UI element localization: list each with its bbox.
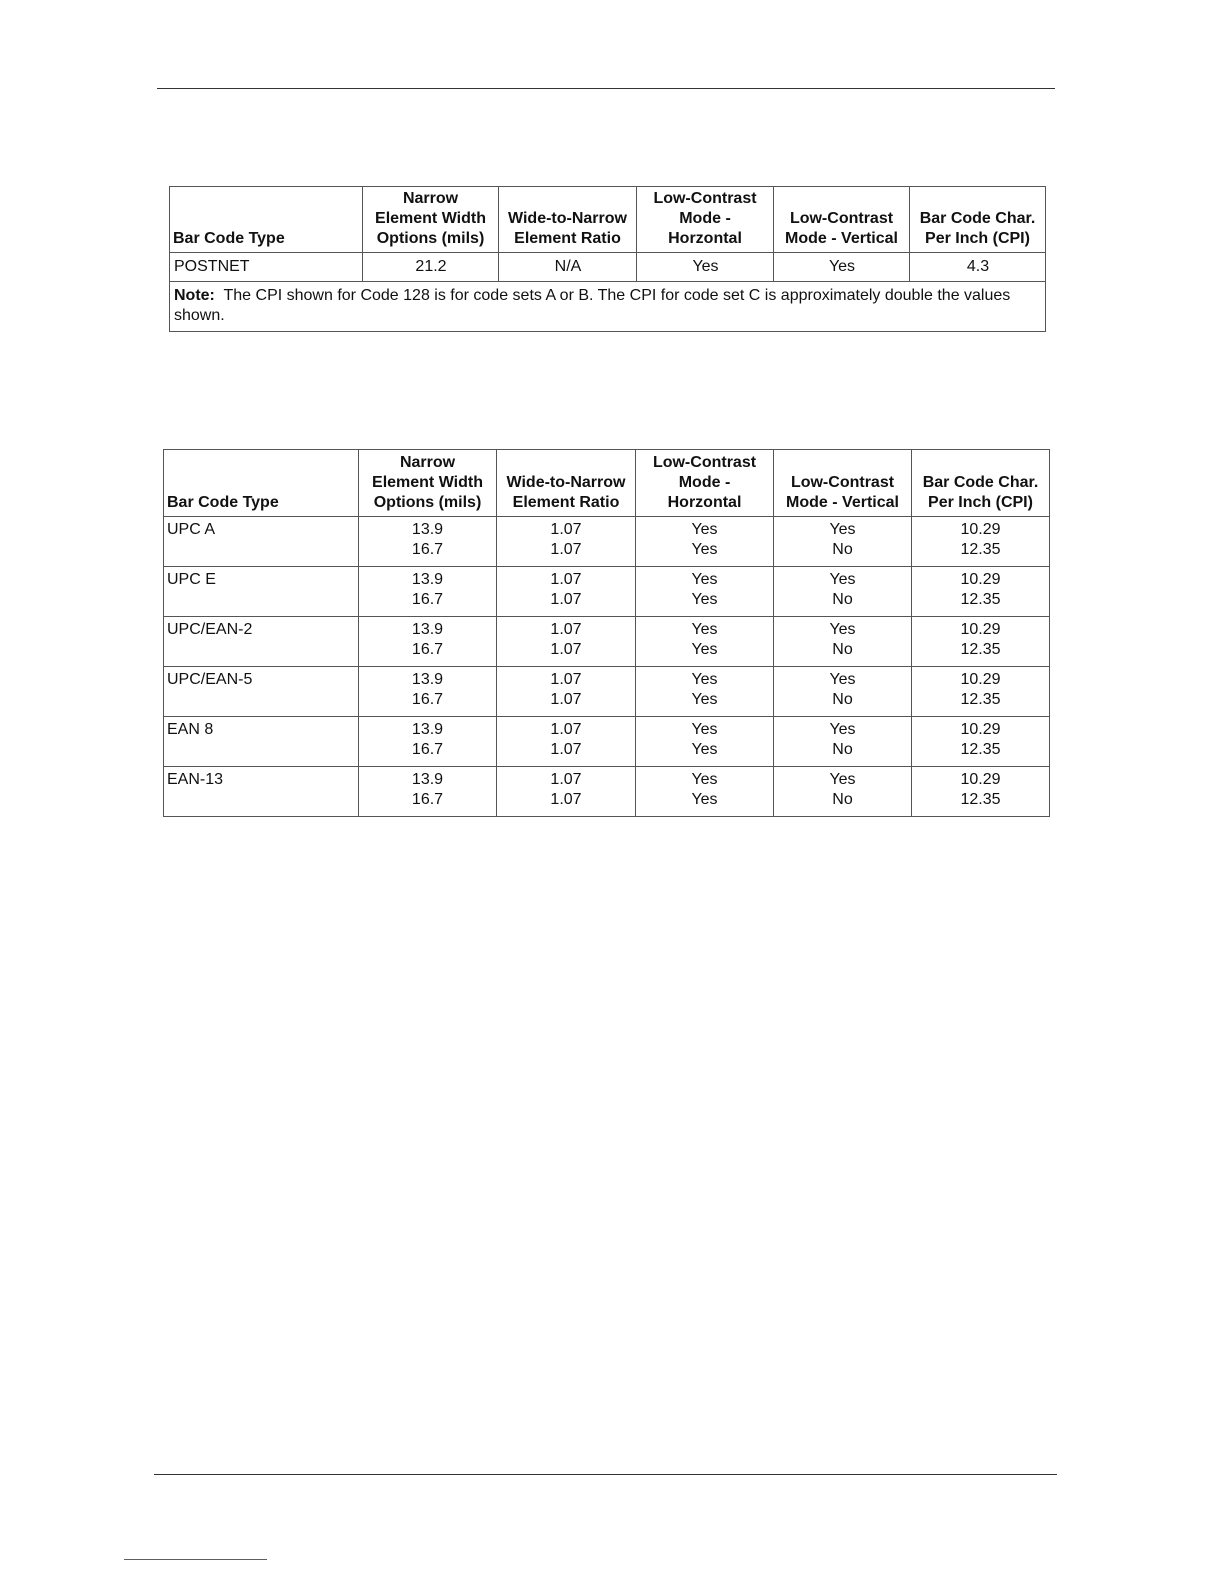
- cell-narrow-element-width: 13.9 16.7: [359, 717, 497, 767]
- cell-narrow-element-width: 13.9 16.7: [359, 767, 497, 817]
- cell-wide-to-narrow-ratio: 1.07 1.07: [497, 517, 636, 567]
- cell-cpi: 10.29 12.35: [912, 767, 1050, 817]
- cell-narrow-element-width: 21.2: [363, 253, 499, 282]
- header-wide-to-narrow-ratio: Wide-to-Narrow Element Ratio: [499, 187, 637, 253]
- footer-link-underline[interactable]: [124, 1559, 267, 1560]
- upc-ean-spec-table: [163, 449, 1050, 817]
- cell-wide-to-narrow-ratio: 1.07 1.07: [497, 767, 636, 817]
- table-row: [164, 617, 1050, 667]
- cell-low-contrast-horizontal: Yes Yes: [636, 667, 774, 717]
- table-row: [164, 567, 1050, 617]
- cell-low-contrast-vertical: Yes No: [774, 517, 912, 567]
- cell-cpi: 4.3: [910, 253, 1046, 282]
- cell-cpi: 10.29 12.35: [912, 667, 1050, 717]
- cell-wide-to-narrow-ratio: 1.07 1.07: [497, 667, 636, 717]
- cell-bar-code-type: POSTNET: [170, 253, 363, 282]
- cell-low-contrast-vertical: Yes No: [774, 567, 912, 617]
- header-low-contrast-vertical: Low-Contrast Mode - Vertical: [774, 450, 912, 517]
- cell-narrow-element-width: 13.9 16.7: [359, 617, 497, 667]
- cell-wide-to-narrow-ratio: 1.07 1.07: [497, 717, 636, 767]
- cell-low-contrast-vertical: Yes No: [774, 617, 912, 667]
- header-low-contrast-horizontal: Low-Contrast Mode - Horzontal: [637, 187, 774, 253]
- cell-low-contrast-horizontal: Yes: [637, 253, 774, 282]
- cell-bar-code-type: EAN 8: [164, 717, 359, 767]
- cell-wide-to-narrow-ratio: 1.07 1.07: [497, 567, 636, 617]
- table-note: [170, 282, 1046, 332]
- header-low-contrast-horizontal: Low-Contrast Mode - Horzontal: [636, 450, 774, 517]
- cell-cpi: 10.29 12.35: [912, 617, 1050, 667]
- cell-narrow-element-width: 13.9 16.7: [359, 667, 497, 717]
- table-row: [164, 517, 1050, 567]
- cell-bar-code-type: UPC E: [164, 567, 359, 617]
- note-label: Note:: [174, 287, 215, 304]
- cell-low-contrast-vertical: Yes No: [774, 767, 912, 817]
- footer-rule: [154, 1474, 1057, 1475]
- cell-low-contrast-vertical: Yes: [774, 253, 910, 282]
- table-row: [164, 717, 1050, 767]
- note-text: The CPI shown for Code 128 is for code sets A or B. The CPI for code set C is approximately double the values shown.: [174, 287, 1011, 324]
- table-header-row: [170, 187, 1046, 253]
- header-cpi: Bar Code Char. Per Inch (CPI): [910, 187, 1046, 253]
- postnet-spec-table: [169, 186, 1046, 332]
- cell-wide-to-narrow-ratio: 1.07 1.07: [497, 617, 636, 667]
- cell-low-contrast-vertical: Yes No: [774, 717, 912, 767]
- table-row: [164, 767, 1050, 817]
- cell-cpi: 10.29 12.35: [912, 717, 1050, 767]
- cell-low-contrast-vertical: Yes No: [774, 667, 912, 717]
- table-row: [164, 667, 1050, 717]
- cell-bar-code-type: UPC A: [164, 517, 359, 567]
- header-narrow-element-width: Narrow Element Width Options (mils): [363, 187, 499, 253]
- cell-cpi: 10.29 12.35: [912, 567, 1050, 617]
- header-rule: [157, 88, 1055, 89]
- cell-wide-to-narrow-ratio: N/A: [499, 253, 637, 282]
- header-bar-code-type: Bar Code Type: [164, 450, 359, 517]
- cell-narrow-element-width: 13.9 16.7: [359, 517, 497, 567]
- cell-low-contrast-horizontal: Yes Yes: [636, 567, 774, 617]
- cell-low-contrast-horizontal: Yes Yes: [636, 517, 774, 567]
- cell-low-contrast-horizontal: Yes Yes: [636, 717, 774, 767]
- header-wide-to-narrow-ratio: Wide-to-Narrow Element Ratio: [497, 450, 636, 517]
- cell-low-contrast-horizontal: Yes Yes: [636, 767, 774, 817]
- header-narrow-element-width: Narrow Element Width Options (mils): [359, 450, 497, 517]
- header-bar-code-type: Bar Code Type: [170, 187, 363, 253]
- cell-bar-code-type: EAN-13: [164, 767, 359, 817]
- header-cpi: Bar Code Char. Per Inch (CPI): [912, 450, 1050, 517]
- cell-narrow-element-width: 13.9 16.7: [359, 567, 497, 617]
- cell-bar-code-type: UPC/EAN-5: [164, 667, 359, 717]
- cell-low-contrast-horizontal: Yes Yes: [636, 617, 774, 667]
- header-low-contrast-vertical: Low-Contrast Mode - Vertical: [774, 187, 910, 253]
- cell-bar-code-type: UPC/EAN-2: [164, 617, 359, 667]
- note-row: [170, 282, 1046, 332]
- table-header-row: [164, 450, 1050, 517]
- cell-cpi: 10.29 12.35: [912, 517, 1050, 567]
- table-row: [170, 253, 1046, 282]
